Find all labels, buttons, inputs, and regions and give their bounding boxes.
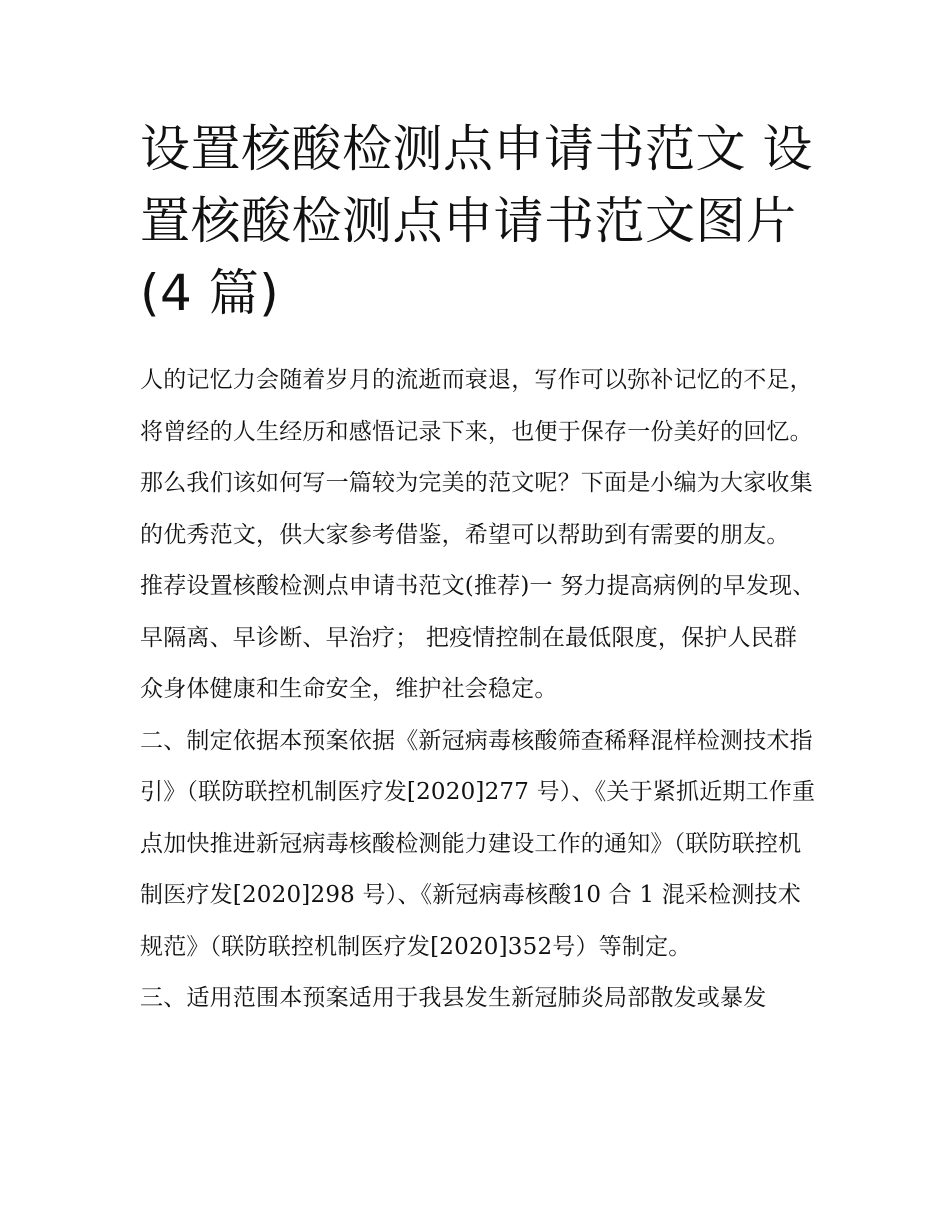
document-title: 设置核酸检测点申请书范文 设置核酸检测点申请书范文图片(4 篇) [140,120,813,322]
document-body [140,355,820,1025]
paragraph-intro: 人的记忆力会随着岁月的流逝而衰退，写作可以弥补记忆的不足，将曾经的人生经历和感悟记录下来，也便于保存一份美好的回忆。那么我们该如何写一篇较为完美的范文呢？下面是小编为大家收集的优秀范文，供大家参考借鉴，希望可以帮助到有需要的朋友。 [140,367,813,548]
paragraph-basis: 二、制定依据本预案依据《新冠病毒核酸筛查稀释混样检测技术指引》（联防联控机制医疗发[2020]277 号）、《关于紧抓近期工作重点加快推进新冠病毒核酸检测能力建设工作的通知》（联防联控机制医疗发[2020]298 号）、《新冠病毒核酸10 合 1 混采检测技术规范》（联防联控机制医疗发[2020]352号）等制定。 [140,727,816,960]
paragraph-recommendation: 推荐设置核酸检测点申请书范文(推荐)一 努力提高病例的早发现、早隔离、早诊断、早治疗； 把疫情控制在最低限度，保护人民群众身体健康和生命安全，维护社会稳定。 [140,573,816,702]
paragraph-scope: 三、适用范围本预案适用于我县发生新冠肺炎局部散发或暴发 [140,985,767,1011]
